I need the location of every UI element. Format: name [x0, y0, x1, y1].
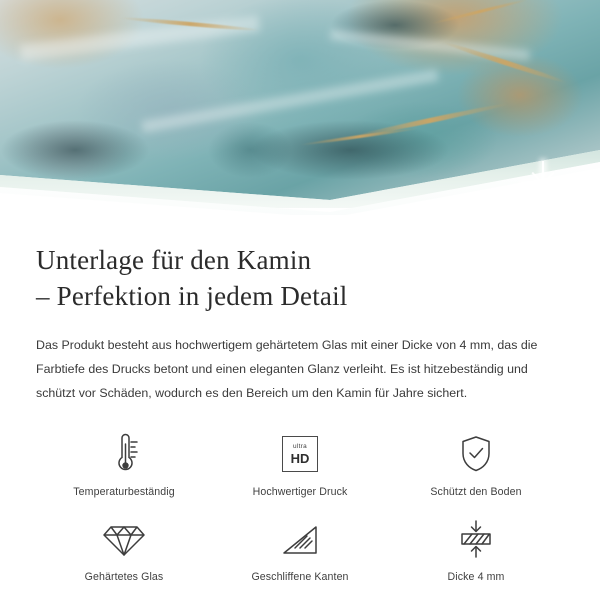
page-title	[36, 243, 564, 315]
description-paragraph: Das Produkt besteht aus hochwertigem gehärtetem Glas mit einer Dicke von 4 mm, das die Farbtiefe des Drucks betont und einen eleganten Glanz verleiht. Es ist hitzebeständig und schützt vor Schäden, wodurch es den Bereich um den Kamin für Jahre sichert.	[36, 337, 538, 401]
hd-badge	[282, 436, 318, 472]
page-title-line-2: – Perfektion in jedem Detail	[36, 280, 348, 311]
decorative-streak	[20, 15, 260, 60]
hero-image	[0, 0, 600, 215]
decorative-shade	[250, 120, 450, 180]
decorative-shade	[0, 120, 150, 180]
feature-label: Geschliffene Kanten	[251, 571, 349, 584]
feature-grid	[36, 431, 564, 583]
ultra-hd-badge-icon	[282, 431, 318, 477]
feature-label: Hochwertiger Druck	[252, 486, 348, 499]
polished-edges-icon	[280, 516, 320, 562]
shield-check-icon	[456, 431, 496, 477]
feature-item	[212, 431, 388, 498]
feature-item	[212, 516, 388, 583]
content-section	[0, 215, 600, 583]
thickness-arrows-icon	[456, 516, 496, 562]
badge-bottom-text: HD	[290, 450, 310, 466]
feature-label: Temperaturbeständig	[73, 486, 175, 499]
thermometer-icon	[104, 431, 144, 477]
feature-item	[36, 431, 212, 498]
page-title-line-1: Unterlage für den Kamin	[36, 245, 312, 275]
badge-top-text: ultra	[293, 443, 307, 451]
diamond-icon	[102, 516, 146, 562]
feature-label: Dicke 4 mm	[447, 571, 505, 584]
feature-label: Schützt den Boden	[430, 486, 522, 499]
feature-item	[388, 516, 564, 583]
feature-item	[388, 431, 564, 498]
gold-vein	[442, 40, 567, 85]
feature-label: Gehärtetes Glas	[84, 571, 164, 584]
feature-item	[36, 516, 212, 583]
